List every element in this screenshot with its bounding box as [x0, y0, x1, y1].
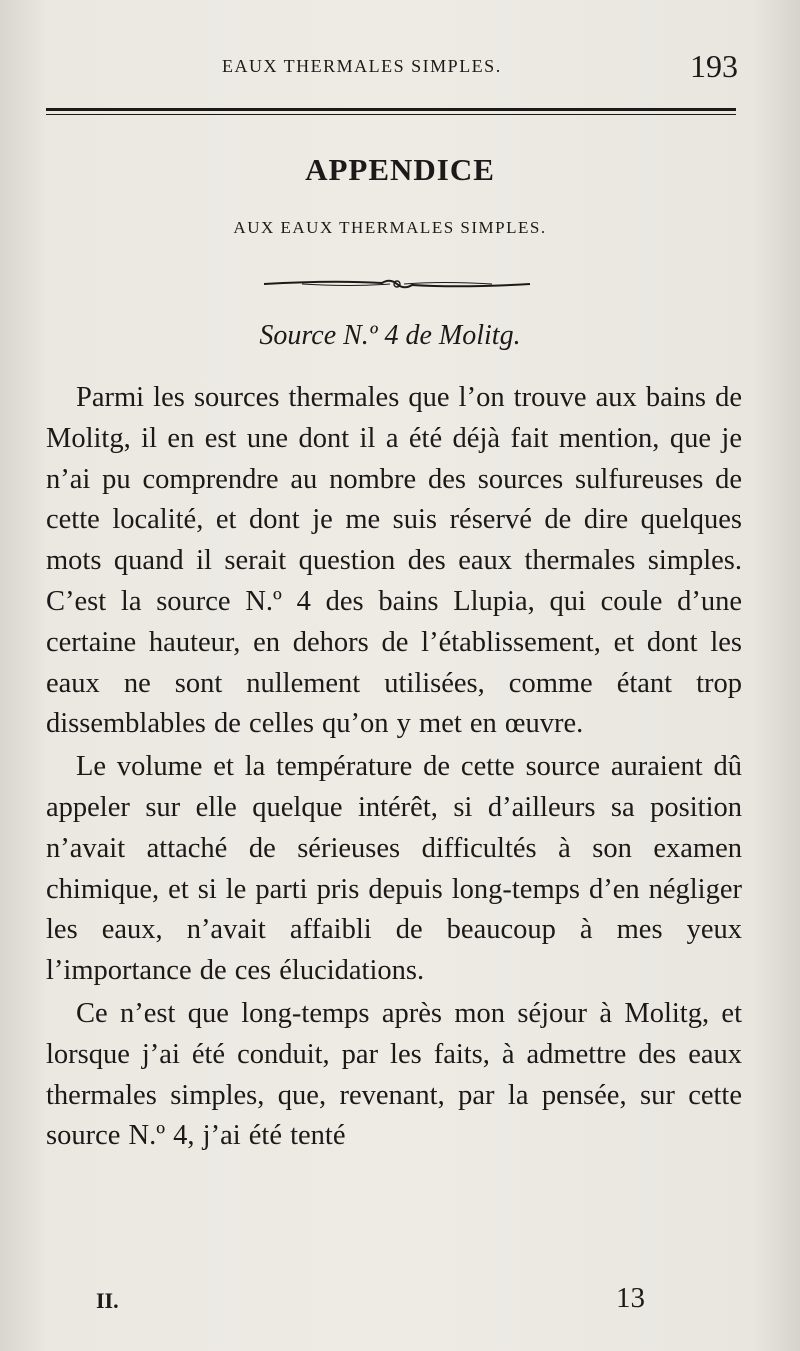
- paragraph-2: Le volume et la température de cette source auraient dû appeler sur elle quelque intérêt, si d’ailleurs sa position n’avait attaché de sérieuses difficultés à son examen chimique, et si le parti pris depuis long-temps d’en négliger les eaux, n’avait affaibli de beaucoup à mes yeux l’importance de ces élucidations.: [46, 751, 742, 987]
- page-footer: [0, 1282, 800, 1322]
- header-double-rule: [46, 108, 736, 115]
- signature-mark: II.: [96, 1288, 119, 1313]
- appendix-subheading: AUX EAUX THERMALES SIMPLES.: [233, 218, 547, 237]
- appendix-heading: APPENDICE: [305, 152, 495, 187]
- running-title: EAUX THERMALES SIMPLES.: [222, 56, 502, 76]
- ornament-divider-icon: [262, 276, 532, 292]
- paragraph-1: Parmi les sources thermales que l’on trouve aux bains de Molitg, il en est une dont il a été déjà fait mention, que je n’ai pu comprendre au nombre des sources sulfureuses de cette localité, et dont je me suis réservé de dire quelques mots quand il serait question des eaux thermales simples. C’est la source N.º 4 des bains Llupia, qui coule d’une certaine hauteur, en dehors de l’établissement, et dont les eaux ne sont nullement utilisées, comme étant trop dissemblables de celles qu’on y met en œuvre.: [46, 382, 742, 740]
- running-head: [0, 48, 800, 84]
- paragraph-3: Ce n’est que long-temps après mon séjour à Molitg, et lorsque j’ai été conduit, par les faits, à admettre des eaux thermales simples, que, revenant, par la pensée, sur cette source N.º 4, j’ai été tenté: [46, 997, 742, 1152]
- page-number: 193: [690, 48, 738, 84]
- section-title: Source N.º 4 de Molitg.: [259, 320, 521, 351]
- signature-number: 13: [616, 1282, 645, 1314]
- body-text: [46, 378, 742, 1157]
